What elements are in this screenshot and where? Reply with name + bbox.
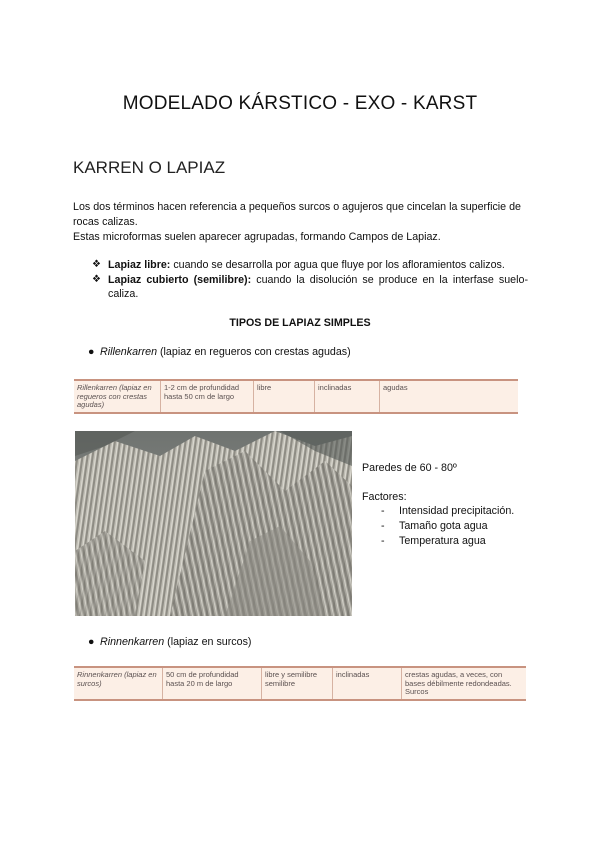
table-cell: libre y semilibre semilibre [262, 667, 333, 700]
factors-title: Factores: [362, 491, 407, 503]
term-lapiaz-libre: Lapiaz libre: [108, 259, 171, 271]
diamond-bullet-icon: ❖ [92, 273, 101, 285]
definition-text: cuando se desarrolla por agua que fluye por los afloramientos calizos. [170, 259, 505, 271]
page-title: MODELADO KÁRSTICO - EXO - KARST [122, 93, 478, 114]
table-cell: Rinnenkarren (lapiaz en surcos) [77, 670, 157, 688]
intro-paragraph [73, 200, 528, 246]
diamond-bullet-icon: ❖ [92, 259, 101, 270]
photo-caption: Paredes de 60 - 80º [362, 462, 457, 474]
type-description: (lapiaz en regueros con crestas agudas) [157, 346, 351, 358]
table-cell: inclinadas [333, 667, 402, 700]
rillenkarren-table [74, 379, 518, 414]
intro-line-1: Los dos términos hacen referencia a pequeños surcos o agujeros que cincelan la superficie de rocas calizas. [73, 201, 521, 229]
table-cell: inclinadas [315, 380, 380, 413]
rock-photo-illustration [75, 431, 352, 616]
section-heading: KARREN O LAPIAZ [73, 158, 226, 177]
type-name: Rinnenkarren [100, 636, 165, 648]
type-name: Rillenkarren [100, 346, 158, 358]
list-item [92, 258, 528, 273]
rillenkarren-photo [75, 431, 352, 616]
dash-bullet: - [381, 535, 385, 547]
table-row [74, 667, 526, 700]
list-item: - Intensidad precipitación. [381, 505, 515, 517]
lapiaz-kinds-list [92, 258, 528, 302]
type-description: (lapiaz en surcos) [164, 636, 252, 648]
definition-text: cuando la disolución se produce en la interfase suelo-caliza. [108, 273, 528, 300]
rinnenkarren-table [74, 666, 526, 701]
types-heading: TIPOS DE LAPIAZ SIMPLES [229, 317, 371, 329]
list-item: - Temperatura agua [381, 535, 486, 547]
table-cell: 50 cm de profundidad hasta 20 m de largo [163, 667, 262, 700]
bullet-dot-icon: ● [88, 636, 95, 648]
table-cell: libre [254, 380, 315, 413]
dash-bullet: - [381, 520, 385, 532]
bullet-dot-icon: ● [88, 346, 95, 358]
type-item-rinnenkarren [88, 636, 252, 648]
list-item: - Tamaño gota agua [381, 520, 488, 532]
table-cell: agudas [380, 380, 519, 413]
table-row [74, 380, 518, 413]
intro-line-2: Estas microformas suelen aparecer agrupadas, formando Campos de Lapiaz. [73, 231, 441, 244]
factors-list [381, 504, 514, 549]
table-cell: Rillenkarren (lapiaz en regueros con crestas agudas) [77, 383, 152, 410]
table-cell: crestas agudas, a veces, con bases débilmente redondeadas. Surcos [402, 667, 527, 700]
list-item [92, 273, 528, 302]
type-item-rillenkarren [88, 346, 351, 358]
term-lapiaz-cubierto: Lapiaz cubierto (semilibre): [108, 273, 252, 286]
table-cell: 1-2 cm de profundidad hasta 50 cm de largo [161, 380, 254, 413]
dash-bullet: - [381, 505, 385, 517]
